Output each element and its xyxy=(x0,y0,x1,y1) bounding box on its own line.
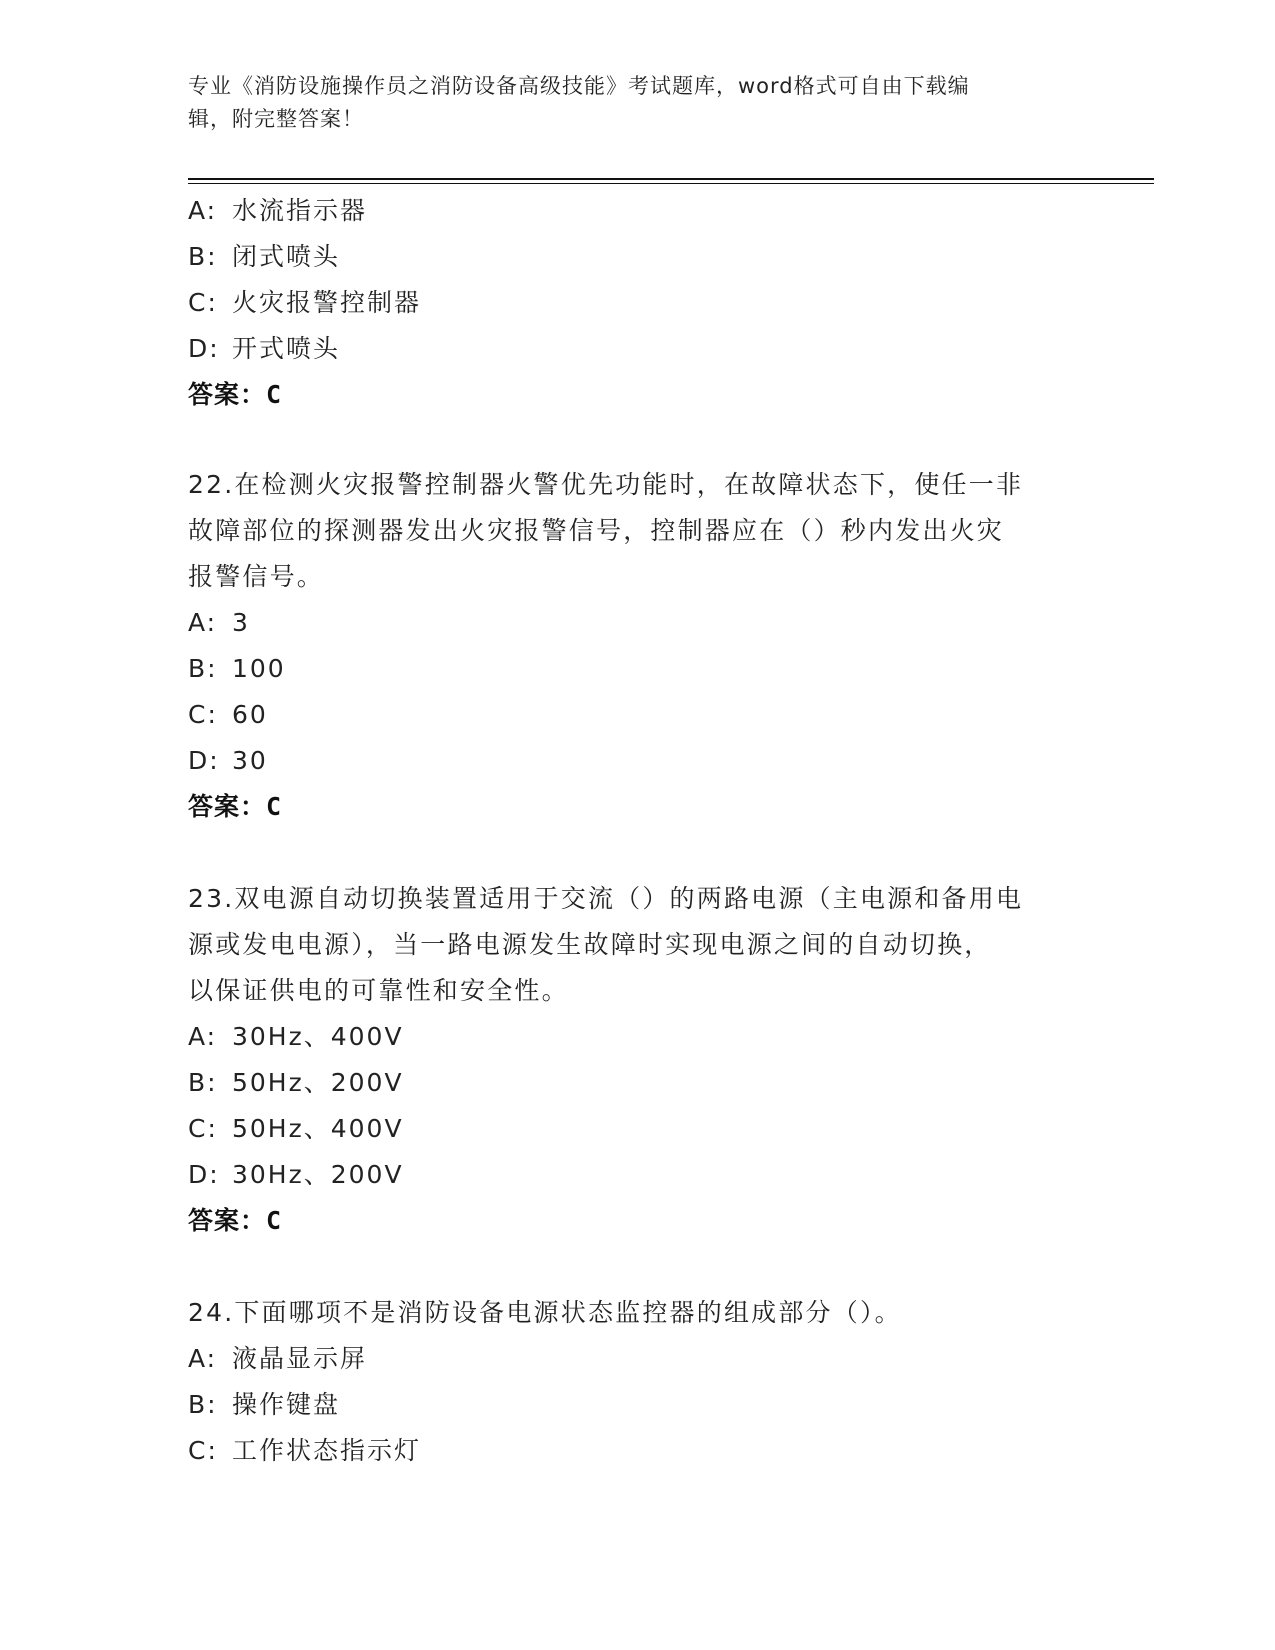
question-23 xyxy=(188,876,1088,1244)
option-b: B: 100 xyxy=(188,654,286,683)
option-d: D: 30 xyxy=(188,746,268,775)
option-c: C: 火灾报警控制器 xyxy=(188,288,422,317)
option-a: A: 水流指示器 xyxy=(188,196,368,225)
answer-line: 答案：C xyxy=(188,380,283,409)
question-22 xyxy=(188,462,1088,830)
spacer xyxy=(188,830,1088,876)
question-text: 22.在检测火灾报警控制器火警优先功能时，在故障状态下，使任一非 故障部位的探测器发出火灾报警信号，控制器应在（）秒内发出火灾 报警信号。 xyxy=(188,470,1024,591)
option-c: C: 工作状态指示灯 xyxy=(188,1436,422,1465)
question-list xyxy=(188,188,1088,1474)
option-b: B: 操作键盘 xyxy=(188,1390,341,1419)
header-divider xyxy=(188,178,1154,184)
page-header xyxy=(188,70,1088,136)
option-c: C: 50Hz、400V xyxy=(188,1114,404,1143)
option-b: B: 50Hz、200V xyxy=(188,1068,404,1097)
option-a: A: 30Hz、400V xyxy=(188,1022,404,1051)
option-b: B: 闭式喷头 xyxy=(188,242,341,271)
answer-line: 答案：C xyxy=(188,1206,283,1235)
spacer xyxy=(188,418,1088,462)
option-d: D: 30Hz、200V xyxy=(188,1160,404,1189)
option-c: C: 60 xyxy=(188,700,268,729)
option-d: D: 开式喷头 xyxy=(188,334,341,363)
question-text: 23.双电源自动切换装置适用于交流（）的两路电源（主电源和备用电 源或发电电源），当一路电源发生故障时实现电源之间的自动切换， 以保证供电的可靠性和安全性。 xyxy=(188,884,1024,1005)
spacer xyxy=(188,1244,1088,1290)
question-text: 24.下面哪项不是消防设备电源状态监控器的组成部分（）。 xyxy=(188,1298,902,1327)
question-24 xyxy=(188,1290,1088,1474)
header-line-1: 专业《消防设施操作员之消防设备高级技能》考试题库，word格式可自由下载编 xyxy=(188,74,970,98)
answer-line: 答案：C xyxy=(188,792,283,821)
header-line-2: 辑，附完整答案！ xyxy=(188,107,364,131)
option-a: A: 3 xyxy=(188,608,250,637)
option-a: A: 液晶显示屏 xyxy=(188,1344,368,1373)
question-21 xyxy=(188,188,1088,418)
